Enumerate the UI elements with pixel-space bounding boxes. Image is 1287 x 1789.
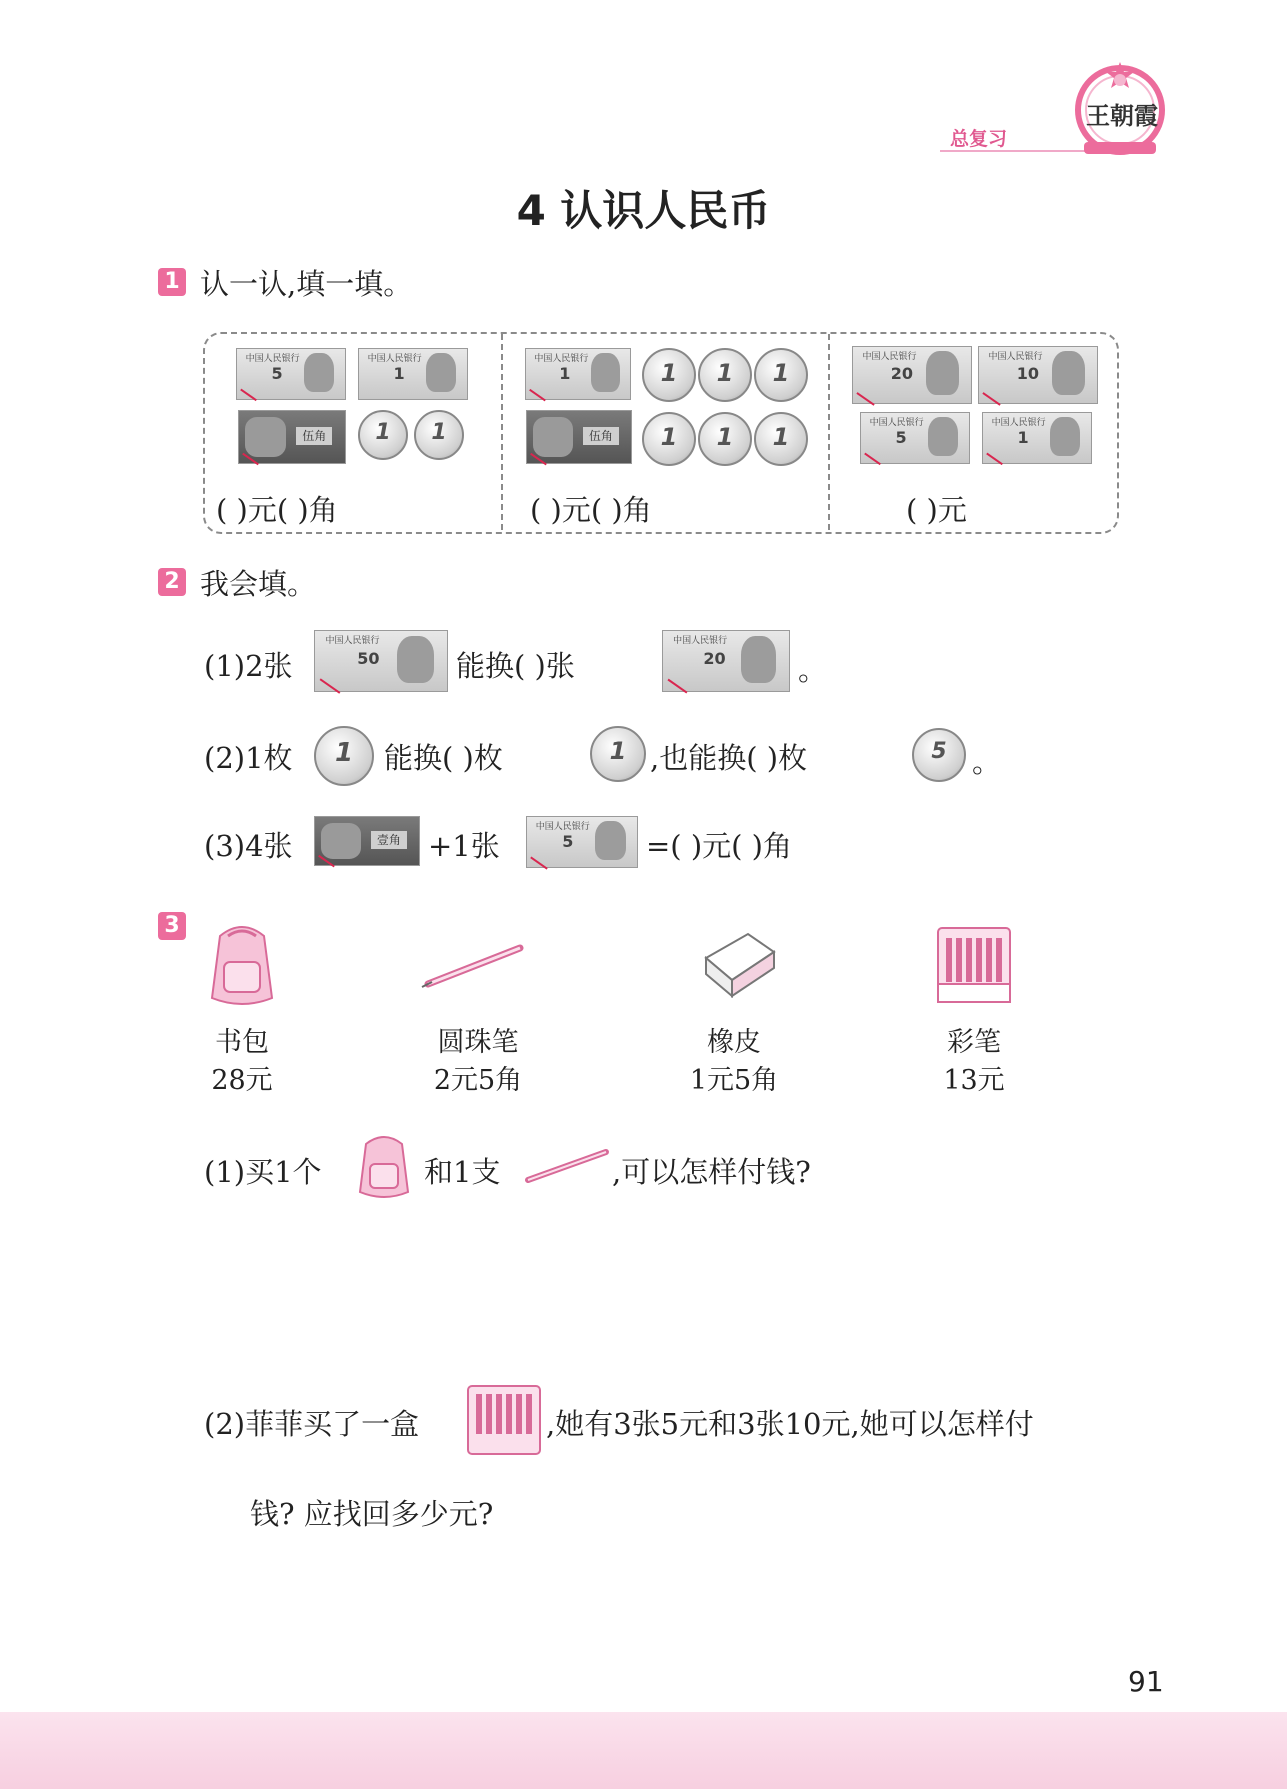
q2-line3-part-a: (3)4张 [204, 829, 293, 863]
page-number: 91 [1128, 1665, 1164, 1698]
banknote-1-yuan [358, 348, 468, 400]
portrait-icon [533, 417, 573, 457]
portrait-icon [591, 353, 620, 392]
banknote-50-yuan [314, 630, 448, 692]
coin-value: 1 [334, 738, 354, 769]
q2-line2-part-a: (2)1枚 [204, 741, 293, 775]
coin-5-jiao [912, 728, 966, 782]
note-value: 10 [1016, 363, 1040, 383]
security-line-icon [530, 857, 547, 870]
coin-value: 1 [375, 420, 391, 446]
coin-1-yuan [414, 410, 464, 460]
security-line-icon [864, 453, 881, 466]
q1-divider-1 [501, 334, 503, 530]
coin-1-yuan [314, 726, 374, 786]
bank-name: 中国人民银行 [988, 352, 1043, 363]
q2-line2-answer-2[interactable]: ,也能换( )枚 [650, 741, 808, 775]
portrait-icon [321, 823, 361, 859]
item-name-eraser: 橡皮 [707, 1027, 761, 1058]
coin-1-yuan [642, 348, 696, 402]
note-value: 伍角 [296, 427, 332, 446]
pen-icon [522, 1144, 612, 1186]
security-line-icon [319, 679, 340, 694]
note-value: 伍角 [583, 427, 618, 446]
q1-panel3-answer[interactable]: ( )元 [906, 493, 967, 527]
bank-name: 中国人民银行 [535, 822, 590, 832]
portrait-icon [426, 353, 456, 392]
banknote-5-yuan [860, 412, 970, 464]
coin-1-yuan [698, 348, 752, 402]
note-value: 1 [393, 364, 405, 383]
coin-value: 1 [660, 359, 678, 387]
q1-panel2-answer[interactable]: ( )元( )角 [530, 493, 652, 527]
banknote-1-jiao [314, 816, 420, 866]
q3-sub1-part-b: 和1支 [424, 1155, 501, 1189]
coin-1-yuan [358, 410, 408, 460]
coin-value: 1 [609, 737, 627, 766]
portrait-icon [595, 821, 626, 860]
q3-sub2-part-b: ,她有3张5元和3张10元,她可以怎样付 [546, 1407, 1034, 1441]
security-line-icon [667, 679, 687, 694]
q2-line2-end: 。 [972, 745, 1002, 779]
backpack-icon [198, 918, 286, 1010]
portrait-icon [928, 417, 958, 456]
question-2-number: 2 [158, 568, 186, 596]
banknote-20-yuan [852, 346, 972, 404]
q1-panel1-answer[interactable]: ( )元( )角 [216, 493, 338, 527]
badge-name: 王朝霞 [1086, 101, 1158, 130]
bank-name: 中国人民银行 [673, 636, 728, 647]
banknote-5-jiao [526, 410, 632, 464]
note-value: 1 [1017, 428, 1029, 447]
note-value: 5 [895, 428, 907, 447]
security-line-icon [983, 392, 1002, 406]
coin-value: 1 [431, 420, 447, 446]
bank-name: 中国人民银行 [534, 354, 589, 364]
coin-1-yuan [642, 412, 696, 466]
footer-band [0, 1712, 1287, 1789]
bank-name: 中国人民银行 [325, 636, 380, 647]
bank-name: 中国人民银行 [991, 418, 1046, 428]
item-price-backpack: 28元 [211, 1065, 273, 1096]
coin-value: 5 [931, 739, 947, 764]
portrait-icon [397, 636, 434, 683]
security-line-icon [857, 392, 876, 406]
q3-sub1-question: ,可以怎样付钱? [612, 1155, 811, 1189]
q2-line1-answer[interactable]: 能换( )张 [456, 649, 575, 683]
banknote-5-yuan [236, 348, 346, 400]
portrait-icon [926, 351, 959, 395]
coin-value: 1 [716, 359, 734, 387]
portrait-icon [304, 353, 334, 392]
item-price-color-pens: 13元 [943, 1065, 1005, 1096]
note-value: 壹角 [371, 831, 406, 848]
security-line-icon [240, 389, 257, 402]
security-line-icon [986, 453, 1003, 466]
question-1-number: 1 [158, 268, 186, 296]
coin-1-yuan [698, 412, 752, 466]
coin-1-jiao [590, 726, 646, 782]
q3-sub2-part-a: (2)菲菲买了一盒 [204, 1407, 420, 1441]
note-value: 5 [271, 364, 283, 383]
q2-line2-answer-1[interactable]: 能换( )枚 [384, 741, 503, 775]
bank-name: 中国人民银行 [869, 418, 924, 428]
color-pens-box-icon [464, 1382, 544, 1458]
coin-value: 1 [716, 423, 734, 451]
q2-line1-part-a: (1)2张 [204, 649, 293, 683]
q3-sub1-part-a: (1)买1个 [204, 1155, 322, 1189]
pen-icon [420, 940, 530, 990]
coin-value: 1 [772, 423, 790, 451]
eraser-icon [698, 928, 780, 1002]
coin-value: 1 [660, 423, 678, 451]
coin-1-yuan [754, 412, 808, 466]
banknote-10-yuan [978, 346, 1098, 404]
q3-sub2-question: 钱? 应找回多少元? [250, 1497, 494, 1531]
page-title: 4 认识人民币 [516, 186, 771, 235]
note-value: 50 [357, 649, 380, 668]
backpack-icon [350, 1130, 418, 1202]
banknote-5-jiao [238, 410, 346, 464]
item-price-pen: 2元5角 [433, 1065, 523, 1096]
banknote-20-yuan [662, 630, 790, 692]
color-pens-box-icon [934, 924, 1014, 1006]
q2-line1-end: 。 [798, 653, 828, 687]
note-value: 1 [559, 364, 571, 383]
note-value: 20 [890, 363, 914, 383]
item-name-backpack: 书包 [215, 1027, 269, 1058]
bank-name: 中国人民银行 [862, 352, 917, 363]
q2-line3-answer[interactable]: =( )元( )角 [646, 829, 792, 863]
question-3-number: 3 [158, 912, 186, 940]
question-2-prompt: 我会填。 [200, 567, 317, 601]
portrait-icon [741, 636, 776, 683]
portrait-icon [1052, 351, 1085, 395]
q2-line3-part-b: +1张 [428, 829, 500, 863]
q1-divider-2 [828, 334, 830, 530]
question-1-prompt: 认一认,填一填。 [200, 267, 413, 301]
item-price-eraser: 1元5角 [689, 1065, 779, 1096]
portrait-icon [1050, 417, 1080, 456]
note-value: 5 [562, 832, 574, 851]
section-label: 总复习 [950, 128, 1008, 150]
banknote-1-yuan [525, 348, 631, 400]
author-badge [1070, 60, 1170, 160]
banknote-5-yuan [526, 816, 638, 868]
coin-1-yuan [754, 348, 808, 402]
portrait-icon [245, 417, 285, 457]
bank-name: 中国人民银行 [367, 354, 422, 364]
coin-value: 1 [772, 359, 790, 387]
item-name-pen: 圆珠笔 [437, 1027, 519, 1058]
item-name-color-pens: 彩笔 [947, 1027, 1001, 1058]
security-line-icon [529, 389, 545, 401]
bank-name: 中国人民银行 [245, 354, 300, 364]
banknote-1-yuan [982, 412, 1092, 464]
note-value: 20 [703, 649, 726, 668]
